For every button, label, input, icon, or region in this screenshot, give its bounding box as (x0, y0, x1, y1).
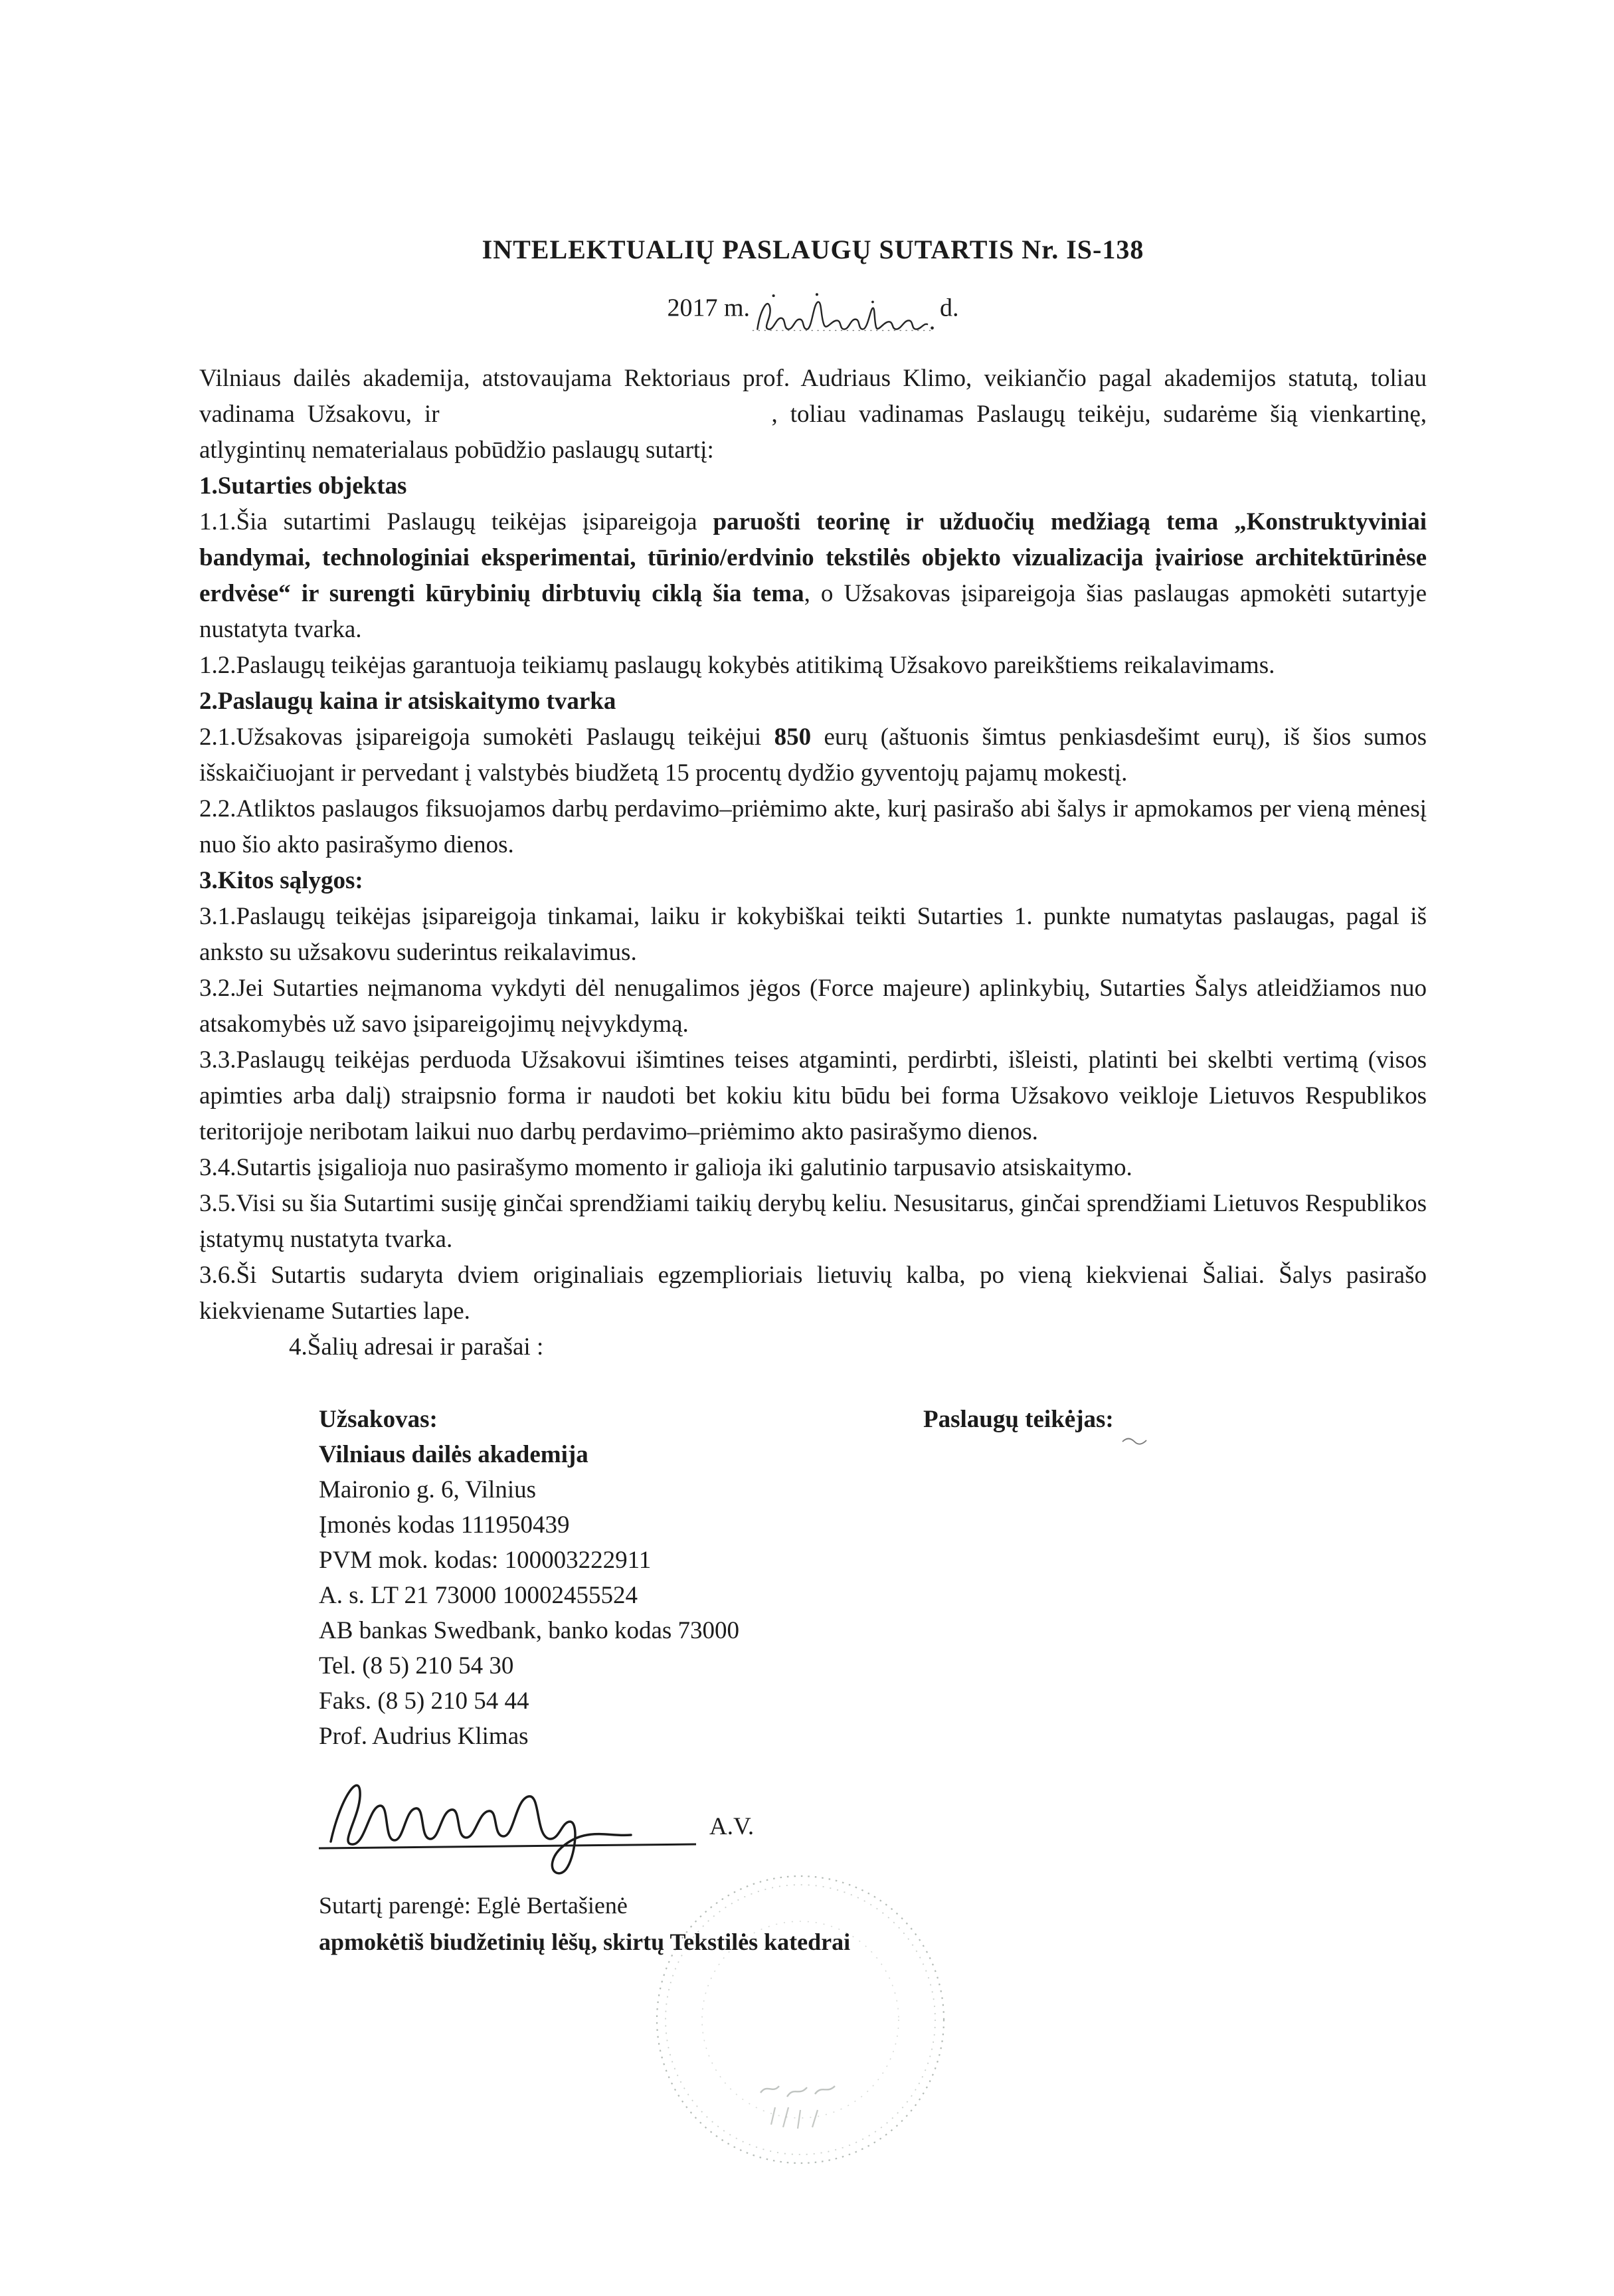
client-signatory-name: Prof. Audrius Klimas (319, 1723, 529, 1750)
handwritten-signature-icon (319, 1758, 757, 1887)
provider-label-text: Paslaugų teikėjas: (923, 1406, 1114, 1433)
section-2-heading: 2.Paslaugų kaina ir atsiskaitymo tvarka (199, 688, 616, 715)
client-phone: Tel. (8 5) 210 54 30 (319, 1652, 514, 1679)
parties-block (319, 1402, 1427, 1754)
clause-1-1-subject-bold: paruošti teorinę ir užduočių medžiagą tema „Konstruktyviniai bandymai, technologiniai eksperimentai, tūrinio/erdvinio tekstilės objekto vizualizacija įvairiose architektūrinėse erdvėse“ ir surengti kūrybinių dirbtuvių ciklą šia tema (199, 508, 1427, 607)
clause-1-2: 1.2.Paslaugų teikėjas garantuoja teikiamų paslaugų kokybės atitikimą Užsakovo pareikštiems reikalavimams. (199, 652, 1275, 679)
clause-2-1-pre: 2.1.Užsakovas įsipareigoja sumokėti Paslaugų teikėjui (199, 723, 774, 751)
prepared-by-note: Sutartį parengė: Eglė Bertašienė (319, 1892, 628, 1919)
client-name: Vilniaus dailės akademija (319, 1441, 588, 1468)
seal-place-label: A.V. (709, 1813, 755, 1840)
handwritten-date-scribble (751, 290, 937, 341)
intro-text-before-blank: Vilniaus dailės akademija, atstovaujama Rektoriaus prof. Audriaus Klimo, veikiančio pagal akademijos statutą, toliau vadinama Užsakovu, ir (199, 365, 1427, 428)
section-3-heading: 3.Kitos sąlygos: (199, 867, 363, 894)
date-suffix: d. (940, 294, 959, 322)
clause-1-1 (199, 504, 1427, 648)
clause-2-1-post: eurų (aštuonis šimtus penkiasdešimt eurų), iš šios sumos išskaičiuojant ir pervedant į valstybės biudžetą 15 procentų dydžio gyventojų pajamų mokestį. (199, 723, 1427, 787)
signature-area (319, 1758, 1427, 1887)
client-company-code: Įmonės kodas 111950439 (319, 1511, 570, 1539)
clause-3-3: 3.3.Paslaugų teikėjas perduoda Užsakovui išimtines teises atgaminti, perdirbti, išleisti, platinti bei skelbti vertimą (visos apimties arba dalį) straipsnio forma ir naudoti bet kokiu kitu būdu bei forma Užsakovo veikloje Lietuvos Respublikos teritorijoje neribotam laikui nuo darbų perdavimo–priėmimo akto pasirašymo dienos. (199, 1046, 1427, 1145)
section-1-heading: 1.Sutarties objektas (199, 472, 407, 500)
clause-3-4: 3.4.Sutartis įsigalioja nuo pasirašymo momento ir galioja iki galutinio tarpusavio atsiskaitymo. (199, 1154, 1132, 1181)
intro-text-after-blank: , toliau vadinamas Paslaugų teikėju, sudarėme šią vienkartinę, atlygintinų nematerialaus pobūdžio paslaugų sutartį: (199, 401, 1427, 464)
clause-3-1: 3.1.Paslaugų teikėjas įsipareigoja tinkamai, laiku ir kokybiškai teikti Sutarties 1. punkte numatytas paslaugas, pagal iš anksto su užsakovu suderintus reikalavimus. (199, 903, 1427, 966)
client-fax: Faks. (8 5) 210 54 44 (319, 1687, 529, 1715)
client-vat-code: PVM mok. kodas: 100003222911 (319, 1547, 652, 1574)
section-4-heading: 4.Šalių adresai ir parašai : (289, 1333, 544, 1361)
intro-paragraph (199, 361, 1427, 468)
clause-3-5: 3.5.Visi su šia Sutartimi susiję ginčai sprendžiami taikių derybų keliu. Nesusitarus, ginčai sprendžiami Lietuvos Respublikos įstatymų nustatyta tvarka. (199, 1190, 1427, 1253)
clause-2-2: 2.2.Atliktos paslaugos fiksuojamos darbų perdavimo–priėmimo akte, kurį pasirašo abi šalys ir apmokamos per vieną mėnesį nuo šio akto pasirašymo dienos. (199, 795, 1427, 858)
provider-label (923, 1402, 1114, 1437)
clause-2-1-amount: 850 (774, 723, 812, 751)
clause-2-1 (199, 719, 1427, 791)
date-prefix: 2017 m. (667, 294, 751, 322)
client-label: Užsakovas: (319, 1406, 438, 1433)
clause-3-6: 3.6.Ši Sutartis sudaryta dviem originaliais egzemplioriais lietuvių kalba, po vieną kiekvienai Šaliai. Šalys pasirašo kiekviename Sutarties lape. (199, 1262, 1427, 1325)
handwritten-tick-icon (1121, 1436, 1148, 1446)
funding-note: apmokėtiš biudžetinių lėšų, skirtų Tekstilės katedrai (319, 1929, 851, 1955)
contract-title: INTELEKTUALIŲ PASLAUGŲ SUTARTIS Nr. IS-138 (482, 235, 1144, 264)
client-address-line: Maironio g. 6, Vilnius (319, 1476, 537, 1503)
client-bank-account: A. s. LT 21 73000 10002455524 (319, 1582, 638, 1609)
date-line (199, 285, 1427, 343)
client-bank-name: AB bankas Swedbank, banko kodas 73000 (319, 1617, 740, 1644)
clause-3-2: 3.2.Jei Sutarties neįmanoma vykdyti dėl nenugalimos jėgos (Force majeure) aplinkybių, Sutarties Šalys atleidžiamos nuo atsakomybės už savo įsipareigojimų neįvykdymą. (199, 975, 1427, 1038)
footer-notes (319, 1887, 1427, 1961)
clause-1-1-pre: 1.1.Šia sutartimi Paslaugų teikėjas įsipareigoja (199, 508, 713, 535)
clause-1-1-post: , o Užsakovas įsipareigoja šias paslaugas apmokėti sutartyje nustatyta tvarka. (199, 580, 1427, 643)
